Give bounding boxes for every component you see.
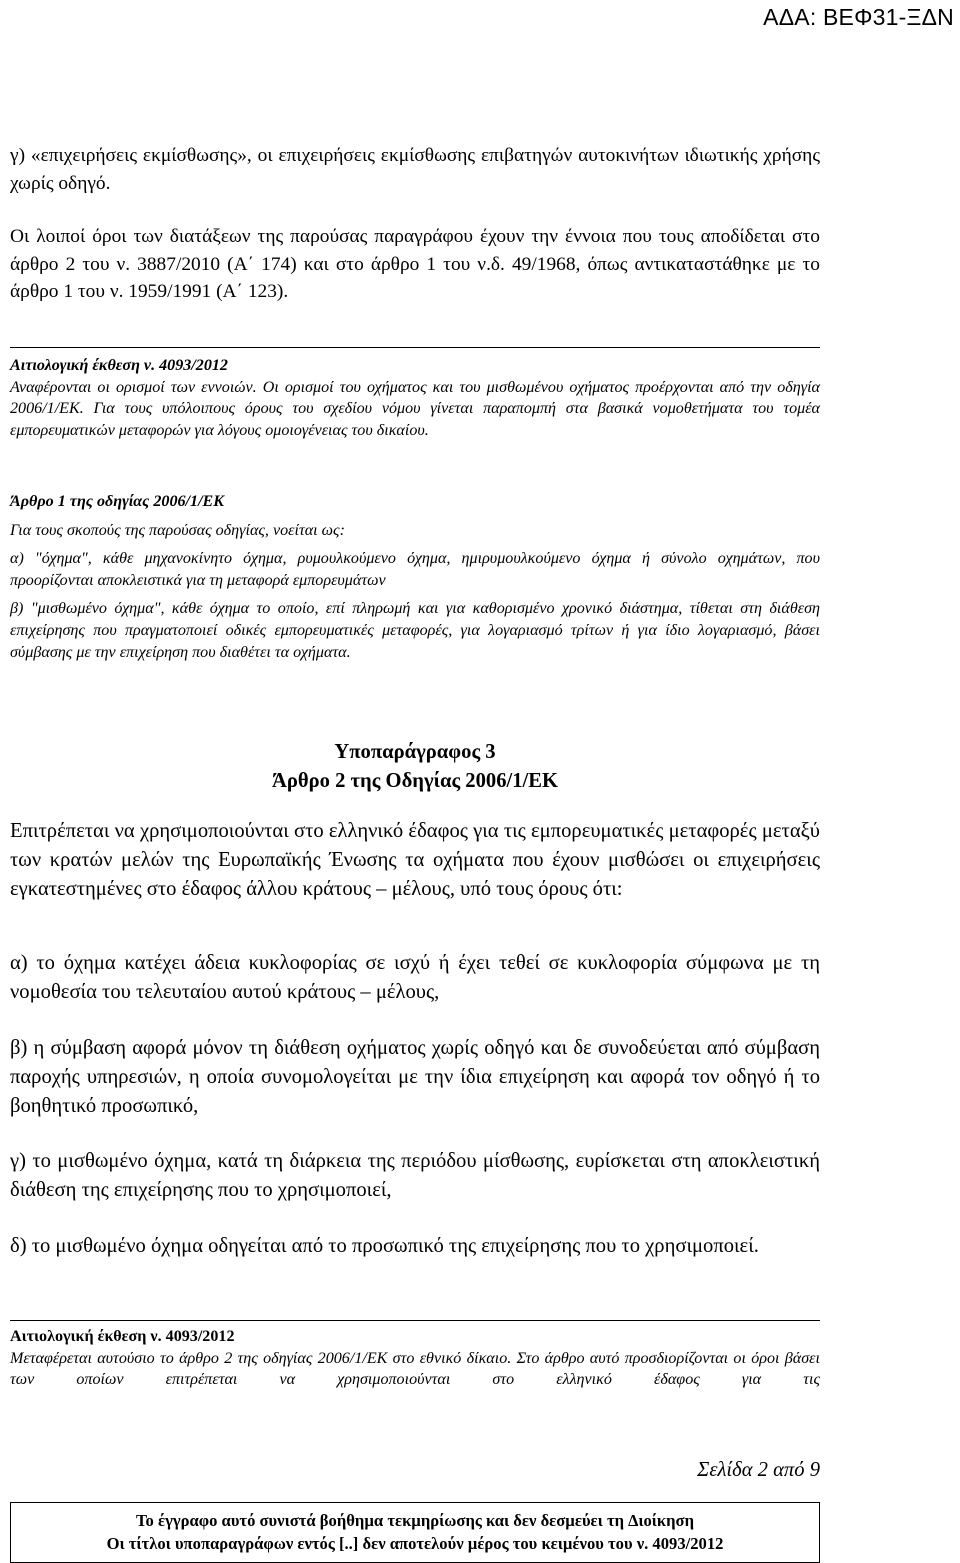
- directive-article-1-intro: Για τους σκοπούς της παρούσας οδηγίας, νοείται ως:: [10, 521, 345, 539]
- footer-line-1: Το έγγραφο αυτό συνιστά βοήθηµα τεκµηρίωσης και δεν δεσµεύει τη ∆ιοίκηση: [136, 1511, 694, 1530]
- directive-article-1: [10, 491, 820, 663]
- subparagraph-title: Υποπαράγραφος 3: [334, 741, 496, 763]
- rationale-2: [10, 1320, 820, 1391]
- subparagraph-body: [10, 817, 820, 1261]
- rationale-1-text: Αναφέρονται οι ορισμοί των εννοιών. Οι ορισμοί του οχήματος και του μισθωμένου οχήματος προέρχονται από την οδηγία 2006/1/ΕΚ. Για τους υπόλοιπους όρους του σχεδίου νόμου γίνεται παραπομπή στα βασικά νομοθετήματα του τομέα εμπορευματικών μεταφορών για λόγους ομοιογένειας του δικαίου.: [10, 378, 820, 439]
- item-g-text: γ) «επιχειρήσεις εκμίσθωσης», οι επιχειρήσεις εκμίσθωσης επιβατηγών αυτοκινήτων ιδιωτικής χρήσης χωρίς οδηγό.: [10, 145, 820, 194]
- rationale-1-heading: Αιτιολογική έκθεση ν. 4093/2012: [10, 357, 228, 374]
- directive-definition-a: α) "όχημα", κάθε μηχανοκίνητο όχημα, ρυμουλκούμενο όχημα, ημιρυμουλκούμενο όχημα ή σύνολο οχημάτων, που προορίζονται αποκλειστικά για τη μεταφορά εμπορευμάτων: [10, 550, 820, 589]
- ada-code: ΑΔΑ: ΒΕΦ31-ΞΔΝ: [763, 4, 954, 30]
- subparagraph-intro: Επιτρέπεται να χρησιμοποιούνται στο ελληνικό έδαφος για τις εμπορευματικές μεταφορές μεταξύ των κρατών μελών της Ευρωπαϊκής Ένωσης τα οχήματα που έχουν μισθώσει οι επιχειρήσεις εγκατεστημένες στο έδαφος άλλου κράτους – μέλους, υπό τους όρους ότι:: [10, 820, 820, 900]
- intro-section: [10, 142, 820, 306]
- condition-a: α) το όχημα κατέχει άδεια κυκλοφορίας σε ισχύ ή έχει τεθεί σε κυκλοφορία σύμφωνα με τη νομοθεσία του τελευταίου αυτού κράτους – μέλους,: [10, 952, 820, 1004]
- condition-b: β) η σύμβαση αφορά μόνον τη διάθεση οχήματος χωρίς οδηγό και δε συνοδεύεται από σύμβαση παροχής υπηρεσιών, η οποία συνομολογείται με την ίδια επιχείρηση και αφορά τον οδηγό ή το βοηθητικό προσωπικό,: [10, 1036, 820, 1117]
- page-number: Σελίδα 2 από 9: [697, 1459, 820, 1481]
- footer-line-2: Οι τίτλοι υποπαραγράφων εντός [..] δεν αποτελούν µέρος του κειµένου του ν. 4093/2012: [106, 1534, 724, 1553]
- directive-article-1-heading: Άρθρο 1 της οδηγίας 2006/1/ΕΚ: [10, 493, 225, 510]
- directive-definition-b: β) "μισθωμένο όχημα", κάθε όχημα το οποίο, επί πληρωμή και για καθορισμένο χρονικό διάστημα, τίθεται στη διάθεση επιχείρησης που πραγματοποιεί οδικές εμπορευματικές μεταφορές, για λογαριασμό τρίτων ή για ίδιο λογαριασμό, βάσει σύμβασης με την επιχείρηση που διαθέτει τα οχήματα.: [10, 600, 820, 661]
- footer-disclaimer: [10, 1502, 820, 1563]
- subparagraph-subtitle: Άρθρο 2 της Οδηγίας 2006/1/ΕΚ: [271, 770, 558, 792]
- rationale-2-heading: Αιτιολογική έκθεση ν. 4093/2012: [10, 1328, 235, 1345]
- intro-rest-text: Οι λοιποί όροι των διατάξεων της παρούσας παραγράφου έχουν την έννοια που τους αποδίδεται στο άρθρο 2 του ν. 3887/2010 (Α΄ 174) και στο άρθρο 1 του ν.δ. 49/1968, όπως αντικαταστάθηκε με το άρθρο 1 του ν. 1959/1991 (Α΄ 123).: [10, 226, 820, 302]
- condition-d: δ) το μισθωμένο όχημα οδηγείται από το προσωπικό της επιχείρησης που το χρησιμοποιεί.: [10, 1234, 759, 1257]
- subparagraph-heading: [10, 738, 820, 796]
- rationale-1: [10, 347, 820, 441]
- rationale-2-text: Μεταφέρεται αυτούσιο το άρθρο 2 της οδηγίας 2006/1/ΕΚ στο εθνικό δίκαιο. Στο άρθρο αυτό προσδιορίζονται οι όροι βάσει των οποίων επιτρέπεται να χρησιμοποιούνται στο ελληνικό έδαφος για τις: [10, 1349, 820, 1389]
- condition-c: γ) το μισθωμένο όχημα, κατά τη διάρκεια της περιόδου μίσθωσης, ευρίσκεται στη αποκλειστική διάθεση της επιχείρησης που το χρησιμοποιεί,: [10, 1150, 820, 1202]
